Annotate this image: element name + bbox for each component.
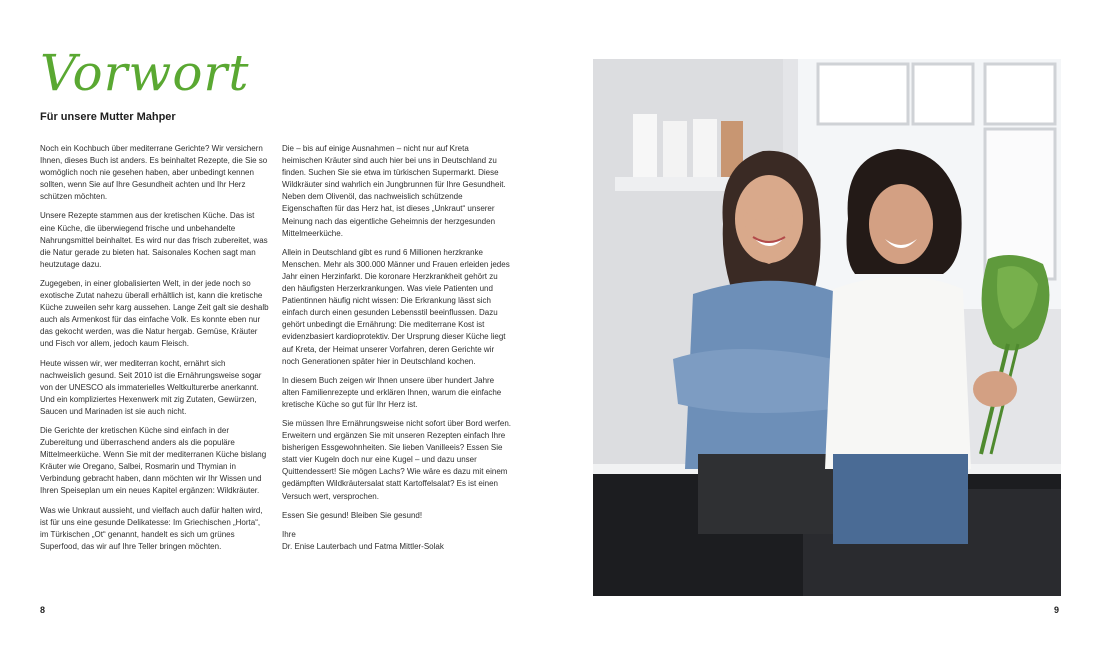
text-column-2 <box>282 143 511 553</box>
paragraph: Heute wissen wir, wer mediterran kocht, ernährt sich nachweislich gesund. Seit 2010 ist die Ernährungsweise sogar von der UNESCO als immaterielles Weltkulturerbe anerkannt. Und ein kompliziertes Hexenwerk mit zig Zutaten, Gewürzen, Saucen und Marinaden ist sie auch nicht. <box>40 358 262 416</box>
paragraph: Die – bis auf einige Ausnahmen – nicht nur auf Kreta heimischen Kräuter sind auch hier bei uns in Deutschland zu finden. Suchen Sie sie etwa im türkischen Supermarkt. Diese Wildkräuter sind wahrlich ein Jungbrunnen für Ihre Gesundheit. Neben dem Olivenöl, das nachweislich schützende Eigenschaften für das Herz hat, ist dieses „Unkraut“ unserer Meinung nach das eigentliche Geheimnis der herzgesunden Mittelmeerküche. <box>282 144 506 238</box>
author-signature: Dr. Enise Lauterbach und Fatma Mittler-Solak <box>282 541 444 551</box>
authors-photo-illustration <box>593 59 1061 596</box>
closing-line: Essen Sie gesund! Bleiben Sie gesund! <box>282 510 423 520</box>
page-title: Vorwort <box>40 44 250 102</box>
authors-photo <box>593 59 1061 596</box>
paragraph: Noch ein Kochbuch über mediterrane Gerichte? Wir versichern Ihnen, dieses Buch ist anders. Es beinhaltet Rezepte, die Sie so womöglich noch nie gesehen haben, aber unbedingt kennen sollten, wenn Sie auf Ihre Gesundheit achten und Ihr Herz schützen möchten. <box>40 144 268 202</box>
greeting-line: Ihre <box>282 529 296 539</box>
paragraph: In diesem Buch zeigen wir Ihnen unsere über hundert Jahre alten Familienrezepte und erklären Ihnen, warum die einfache kretische Küche so gut für Ihr Herz ist. <box>282 375 502 409</box>
page-number-right: 9 <box>1054 605 1060 615</box>
left-page <box>0 0 551 648</box>
dedication-subtitle: Für unsere Mutter Mahper <box>40 111 176 123</box>
paragraph: Zugegeben, in einer globalisierten Welt, in der jede noch so exotische Zutat nahezu überall erhältlich ist, kann die kretische Küche zuweilen sehr karg aussehen. Lange Zeit galt sie deshalb auch als Armenkost für das einfache Volk. Es konnte eben nur das gekocht werden, was die Natur hergab. Gemüse, Kräuter und Fisch vor allem, jedoch kaum Fleisch. <box>40 278 269 349</box>
paragraph: Was wie Unkraut aussieht, und vielfach auch dafür halten wird, ist für uns eine gesunde Delikatesse: Im Griechischen „Horta“, im Türkischen „Ot“ genannt, handelt es sich um grünes Superfood, das wir auf Ihre Teller bringen möchten. <box>40 505 263 551</box>
page-number-left: 8 <box>40 605 46 615</box>
right-page <box>551 0 1103 648</box>
paragraph: Unsere Rezepte stammen aus der kretischen Küche. Das ist eine Küche, die überwiegend frische und unbehandelte Nahrungsmittel beinhaltet. Es wird nur das frisch zubereitet, was die Natur gerade zu bieten hat. Saisonales Kochen sagt man heutzutage dazu. <box>40 211 268 269</box>
text-column-1 <box>40 143 269 560</box>
paragraph: Allein in Deutschland gibt es rund 6 Millionen herzkranke Menschen. Mehr als 300.000 Männer und Frauen erleiden jedes Jahr einen Herzinfarkt. Die koronare Herzkrankheit gehört zu den häufigsten Herzerkrankungen. Was viele Patienten und Patientinnen häufig nicht wissen: Die Erkrankung lässt sich einfach durch einen gesunden Lebensstil beeinflussen. Dazu gehört unbedingt die Ernährung: Die mediterrane Kost ist evidenzbasiert kardioprotektiv. Der Ursprung dieser Küche liegt auf Kreta, der Heimat unserer Vorfahren, deren Gerichte wir noch Generationen später hier in Deutschland kochen. <box>282 247 510 366</box>
paragraph: Die Gerichte der kretischen Küche sind einfach in der Zubereitung und überraschend anders als die populäre Mittelmeerküche. Wenn Sie mit der mediterranen Küche bislang Kräuter wie Oregano, Salbei, Rosmarin und Thymian in Verbindung gebracht haben, dann möchten wir Ihr Wissen und Ihren Speiseplan um ein neues Kapitel ergänzen: Wildkräuter. <box>40 425 267 496</box>
paragraph: Sie müssen Ihre Ernährungsweise nicht sofort über Bord werfen. Erweitern und ergänzen Sie mit unseren Rezepten einfach Ihre bisherigen Essgewohnheiten. Sie lieben Vanilleeis? Essen Sie statt vier Kugeln doch nur eine Kugel – und dazu unser Quittendessert! Sie mögen Lachs? Wie wäre es dazu mit einem gedämpften Wildkräutersalat statt Kartoffelsalat? Es ist einen Versuch wert, versprochen. <box>282 418 512 501</box>
